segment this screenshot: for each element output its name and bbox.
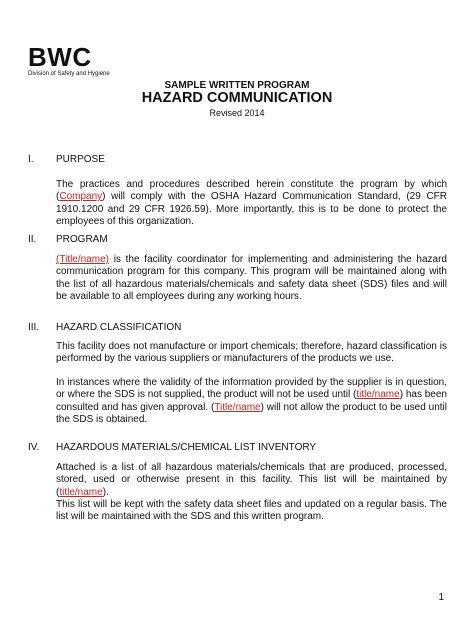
purpose-paragraph: The practices and procedures described herein constitute the program by which (Company) will comply with the OSHA Hazard Communication Standard, (29 CFR 1910.1200 and 29 CFR 1926.59). More importantly, this is to be done to protect the employees of this organization. bbox=[56, 179, 447, 227]
title-name-placeholder: title/name bbox=[59, 486, 103, 498]
title-name-placeholder: (Title/name) bbox=[56, 254, 109, 265]
revision-note: Revised 2014 bbox=[209, 108, 265, 118]
logo-subtitle: Division of Safety and Hygiene bbox=[28, 71, 110, 77]
section-number: IV. bbox=[28, 442, 40, 453]
supplier-validity-paragraph: In instances where the validity of the information provided by the supplier is in question, or where the SDS is not supplied, the product will not be used until (title/name) has been consulted and has given approval. (Title/name) will not allow the product to be used until the SDS is obtained. bbox=[56, 377, 447, 425]
classification-paragraph: This facility does not manufacture or import chemicals; therefore, hazard classification is performed by the various suppliers or manufacturers of the products we use. bbox=[56, 341, 447, 365]
page-number: 1 bbox=[438, 592, 444, 603]
section-number: II. bbox=[28, 234, 37, 245]
company-placeholder: Company bbox=[59, 191, 103, 203]
title-name-placeholder: title/name bbox=[356, 389, 400, 401]
program-paragraph: (Title/name) is the facility coordinator for implementing and administering the hazard communication program for this company. This program will be maintained along with the list of all hazardous materials/chemicals and safety data sheet (SDS) files and will be available to all employees during any working hours. bbox=[56, 254, 447, 302]
inventory-paragraph: Attached is a list of all hazardous materials/chemicals that are produced, processed, stored, used or otherwise present in this facility. This list will be maintained by (title/name). bbox=[56, 462, 447, 498]
section-title-program: PROGRAM bbox=[56, 234, 108, 245]
section-number: III. bbox=[28, 322, 40, 333]
section-number: I. bbox=[28, 154, 34, 165]
document-subtitle: SAMPLE WRITTEN PROGRAM bbox=[164, 80, 310, 91]
section-title-purpose: PURPOSE bbox=[56, 154, 105, 165]
section-title-inventory: HAZARDOUS MATERIALS/CHEMICAL LIST INVENTORY bbox=[56, 442, 317, 453]
document-title: HAZARD COMMUNICATION bbox=[141, 90, 333, 106]
list-maintenance-paragraph: This list will be kept with the safety data sheet files and updated on a regular basis. The list will be maintained with the SDS and this written program. bbox=[56, 499, 447, 523]
title-name-placeholder: Title/name bbox=[214, 401, 261, 413]
bwc-logo: BWC bbox=[28, 42, 92, 72]
section-title-hazard-classification: HAZARD CLASSIFICATION bbox=[56, 322, 182, 333]
